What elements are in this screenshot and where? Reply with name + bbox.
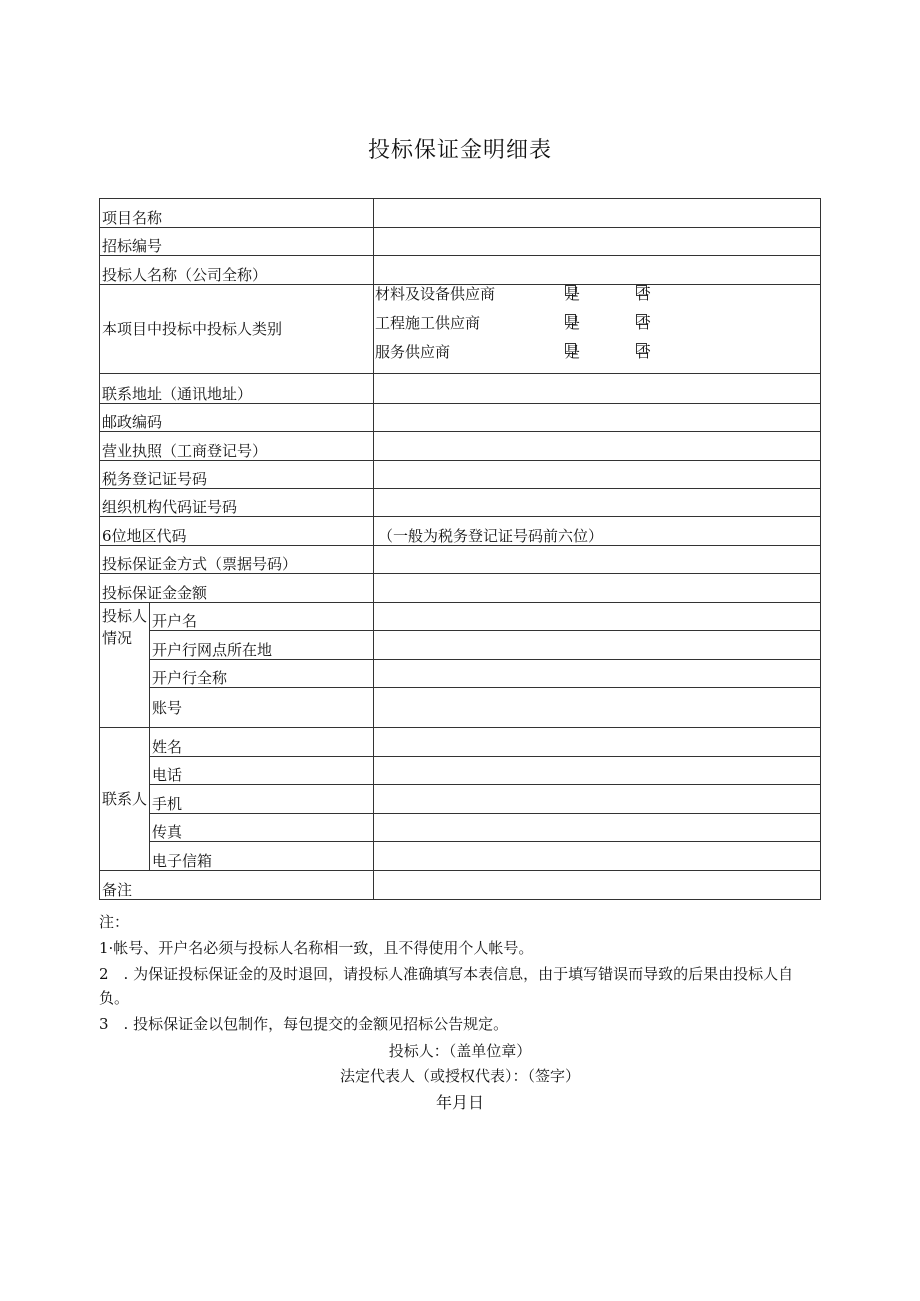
deposit-method-field[interactable] [374,546,821,574]
table-row [100,489,821,517]
org-code-label: 组织机构代码证号码 [100,489,374,517]
deposit-amount-label: 投标保证金金额 [100,574,374,603]
tax-number-field[interactable] [374,461,821,489]
table-row [100,256,821,285]
category-name: 材料及设备供应商 [375,285,496,303]
business-license-label: 营业执照（工商登记号） [100,432,374,461]
category-option-construction: 工程施工供应商 是 否 [375,314,652,332]
table-row [100,728,821,757]
address-label: 联系地址（通讯地址） [100,374,374,404]
project-name-field[interactable] [374,199,821,228]
note-item-3: 3 . 投标保证金以包制作，每包提交的金额见招标公告规定。 [99,1015,509,1033]
deposit-detail-table [99,198,821,900]
contact-name-label: 姓名 [150,728,374,757]
table-row [100,199,821,228]
phone-label: 电话 [150,757,374,785]
bank-full-name-field[interactable] [374,660,821,688]
tax-number-label: 税务登记证号码 [100,461,374,489]
date-line: 年月日 [435,1093,484,1112]
account-name-field[interactable] [374,603,821,631]
remarks-label: 备注 [100,871,374,900]
remarks-field[interactable] [374,871,821,900]
account-name-label: 开户名 [150,603,374,631]
contact-name-field[interactable] [374,728,821,757]
category-name: 工程施工供应商 [375,314,481,332]
notes-heading: 注： [99,913,130,931]
table-row [100,461,821,489]
bank-full-name-label: 开户行全称 [150,660,374,688]
deposit-amount-field[interactable] [374,574,821,603]
bid-number-field[interactable] [374,228,821,256]
table-row [100,432,821,461]
note-item-2: 2 . 为保证投标保证金的及时退回，请投标人准确填写本表信息，由于填写错误而导致的后果由投标人自 [99,965,794,983]
table-row [100,631,821,660]
bidder-name-label: 投标人名称（公司全称） [100,256,374,285]
table-row [100,546,821,574]
fax-field[interactable] [374,814,821,842]
table-row [100,757,821,785]
table-row [100,404,821,432]
category-option-service: 服务供应商 是 否 [375,343,652,361]
fax-label: 传真 [150,814,374,842]
account-number-label: 账号 [150,688,374,728]
bank-location-label: 开户行网点所在地 [150,631,374,660]
category-name: 服务供应商 [375,343,451,361]
postal-code-label: 邮政编码 [100,404,374,432]
email-label: 电子信箱 [150,842,374,871]
org-code-field[interactable] [374,489,821,517]
table-row [100,814,821,842]
table-row [100,603,821,631]
table-row [100,517,821,546]
table-row [100,374,821,404]
project-name-label: 项目名称 [100,199,374,228]
region-code-field[interactable]: （一般为税务登记证号码前六位） [374,517,821,546]
table-row [100,574,821,603]
phone-field[interactable] [374,757,821,785]
deposit-method-label: 投标保证金方式（票据号码） [100,546,374,574]
table-row [100,660,821,688]
business-license-field[interactable] [374,432,821,461]
category-option-materials: 材料及设备供应商 是 否 [375,285,652,303]
bank-location-field[interactable] [374,631,821,660]
bidder-category-options [374,285,821,374]
address-field[interactable] [374,374,821,404]
note-item-1: 1·帐号、开户名必须与投标人名称相一致，且不得使用个人帐号。 [99,939,534,957]
email-field[interactable] [374,842,821,871]
table-row [100,842,821,871]
bidder-seal-line: 投标人：（盖单位章） [388,1042,532,1060]
page-title: 投标保证金明细表 [367,138,552,163]
bidder-info-label: 投标人情况 [100,603,150,728]
table-row [100,871,821,900]
mobile-label: 手机 [150,785,374,814]
table-row [100,688,821,728]
bidder-category-label: 本项目中投标中投标人类别 [100,285,374,374]
contact-label: 联系人 [100,728,150,871]
account-number-field[interactable] [374,688,821,728]
table-row [100,785,821,814]
note-item-2-continued: 负。 [99,989,130,1007]
mobile-field[interactable] [374,785,821,814]
region-code-label: 6位地区代码 [100,517,374,546]
bid-number-label: 招标编号 [100,228,374,256]
bidder-name-field[interactable] [374,256,821,285]
table-row [100,285,821,374]
postal-code-field[interactable] [374,404,821,432]
legal-rep-signature-line: 法定代表人（或授权代表）：（签字） [339,1067,580,1085]
table-row [100,228,821,256]
